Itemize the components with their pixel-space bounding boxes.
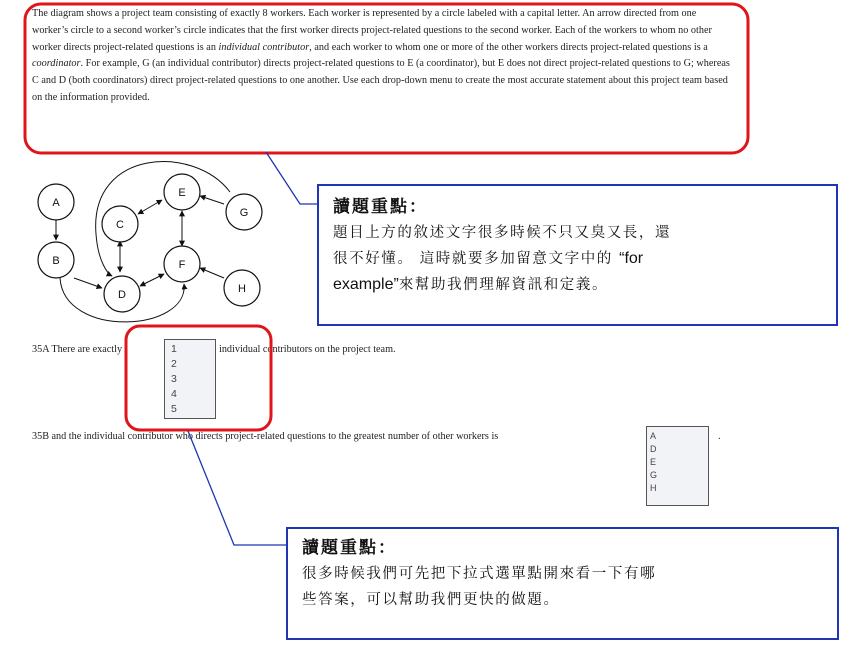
tip-callout-dropdown-body xyxy=(302,561,827,613)
example-keyword: example” xyxy=(333,276,399,293)
q35a-option-2[interactable]: 2 xyxy=(171,358,177,370)
q35b-dropdown[interactable] xyxy=(646,426,709,506)
q35a-prefix: 35A There are exactly xyxy=(32,344,123,355)
node-label-c: C xyxy=(116,219,124,231)
q35a-option-4[interactable]: 4 xyxy=(171,388,177,400)
q35a-option-5[interactable]: 5 xyxy=(171,403,177,415)
question-35b xyxy=(32,431,721,442)
tip-callout-dropdown-line-1: 很多時候我們可先把下拉式選單點開來看一下有哪 xyxy=(302,566,657,582)
q35a-option-3[interactable]: 3 xyxy=(171,373,177,385)
paragraph-text-1: The diagram shows a project team consisting of exactly 8 workers. Each worker is represented by a circle labeled with a capital letter. An arrow directed from one worker’s circle to a second worker’s circle indicates that the first worker directs project-related questions to the second worker. Each of the workers to whom no other worker directs project-related questions is an xyxy=(32,8,712,53)
tip-callout-reading-title: 讀題重點： xyxy=(333,197,428,217)
connector-line-2 xyxy=(188,431,286,545)
q35b-text: 35B and the individual contributor who directs project-related questions to the greatest number of other workers is xyxy=(32,431,499,442)
term-coordinator: coordinator xyxy=(32,58,81,70)
term-individual-contributor: individual contributor xyxy=(218,41,310,53)
tip-callout-dropdown-line-2: 些答案，可以幫助我們更快的做題。 xyxy=(302,592,560,608)
q35b-option-d[interactable]: D xyxy=(650,444,657,454)
q35a-option-1[interactable]: 1 xyxy=(171,343,177,355)
tip-callout-reading-line-2: 很不好懂。 這時就要多加留意文字中的 “for xyxy=(333,250,644,267)
node-label-f: F xyxy=(178,259,186,271)
q35a-dropdown[interactable] xyxy=(164,339,216,419)
question-35a xyxy=(32,344,396,355)
q35b-end: . xyxy=(718,431,721,442)
question-paragraph xyxy=(32,6,732,107)
tip-callout-dropdown-title: 讀題重點： xyxy=(302,538,397,558)
tip-callout-reading-body xyxy=(333,220,826,298)
node-label-e: E xyxy=(178,187,186,199)
paragraph-text-3: . For example, G (an individual contributor) directs project-related questions to E (a coordinator), but E does not direct project-related questions to G; whereas C and D (both coordinators) direct project-related questions to one another. Use each drop-down menu to create the most accurate statement about this project team based on the information provided. xyxy=(32,58,730,103)
for-keyword: “for xyxy=(619,250,644,267)
q35b-option-g[interactable]: G xyxy=(650,470,658,480)
node-label-b: B xyxy=(52,255,60,267)
q35a-suffix: individual contributors on the project team. xyxy=(219,344,396,355)
tip-callout-reading xyxy=(317,184,838,326)
tip-callout-reading-line-3: example”來幫助我們理解資訊和定義。 xyxy=(333,276,609,293)
q35b-option-e[interactable]: E xyxy=(650,457,657,467)
tip-callout-dropdown xyxy=(286,527,839,640)
node-label-a: A xyxy=(52,197,60,209)
team-diagram xyxy=(24,154,294,344)
node-label-h: H xyxy=(238,283,246,295)
node-label-d: D xyxy=(118,289,126,301)
node-label-g: G xyxy=(239,207,249,219)
paragraph-text-2: , and each worker to whom one or more of the other workers directs project-related questions is a xyxy=(309,41,708,53)
q35b-option-h[interactable]: H xyxy=(650,483,657,493)
q35b-option-a[interactable]: A xyxy=(650,431,657,441)
tip-callout-reading-line-1: 題目上方的敘述文字很多時候不只又臭又長，還 xyxy=(333,225,672,241)
